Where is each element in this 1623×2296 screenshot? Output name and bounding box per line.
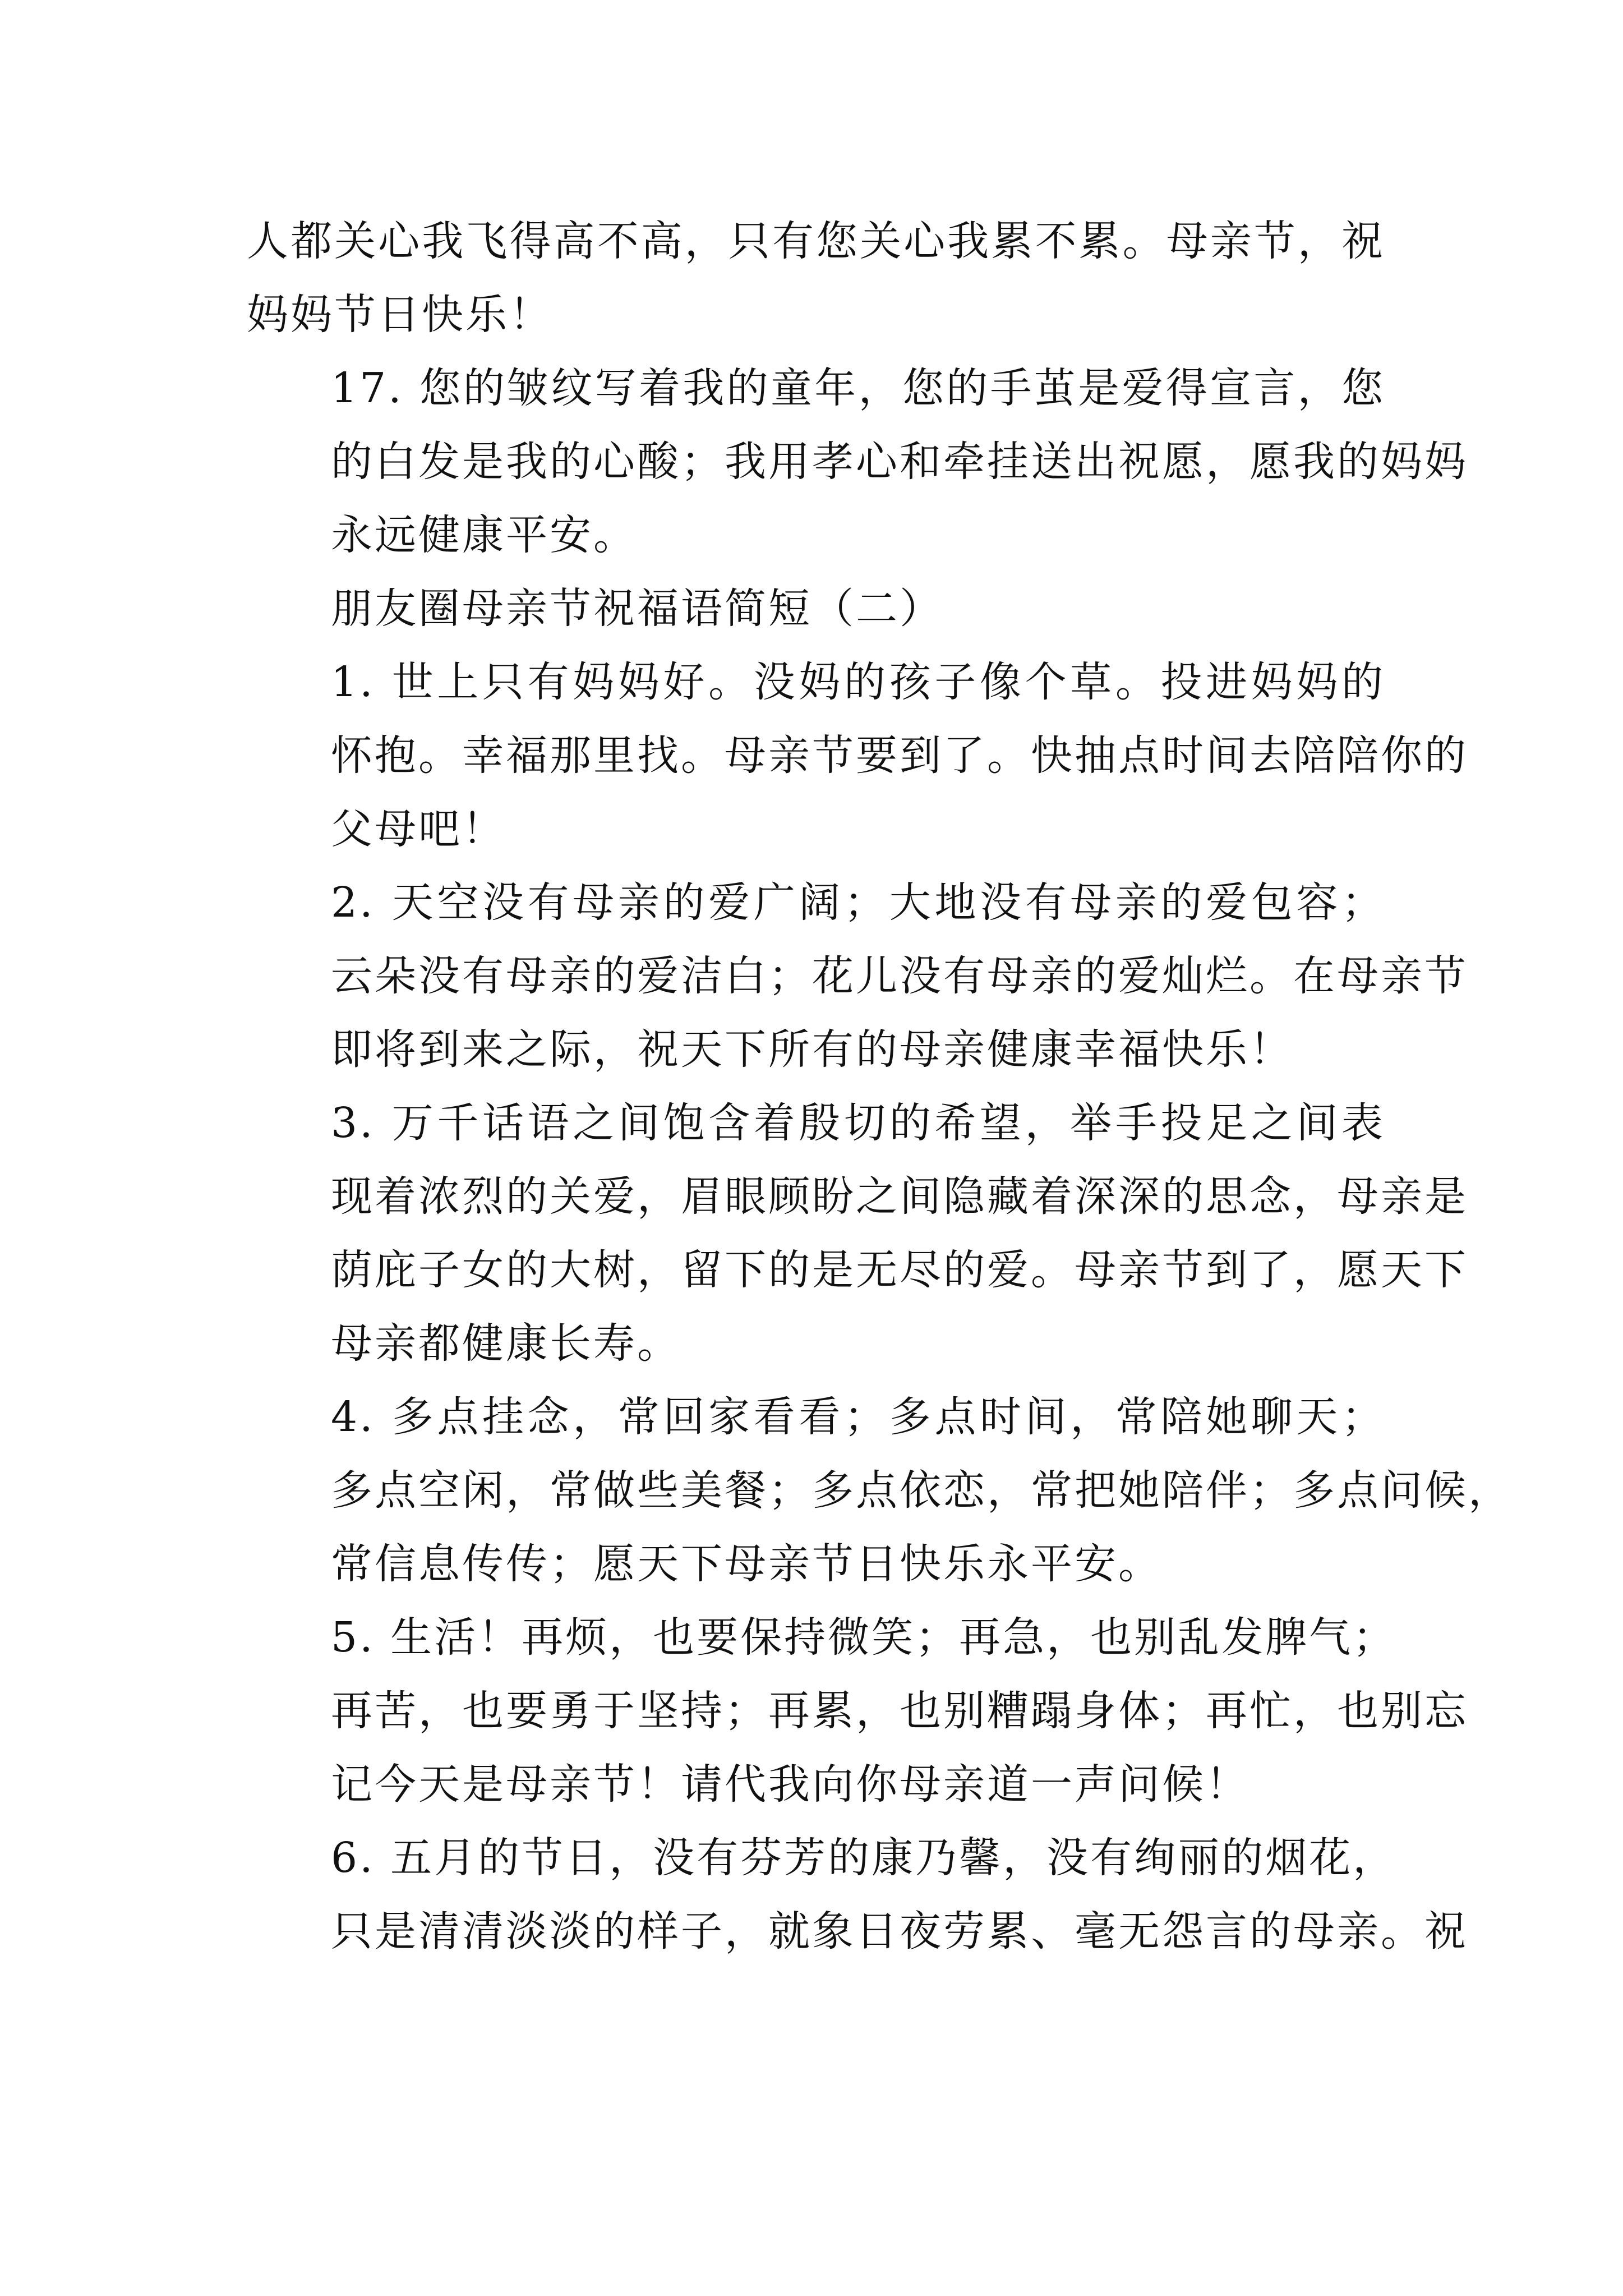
text-line: 云朵没有母亲的爱洁白；花儿没有母亲的爱灿烂。在母亲节 bbox=[331, 952, 1468, 1000]
document-body bbox=[247, 205, 1512, 1968]
text-line: 人都关心我飞得高不高，只有您关心我累不累。母亲节，祝 bbox=[247, 217, 1385, 265]
text-line: 母亲都健康长寿。 bbox=[331, 1319, 681, 1368]
text-line: 4. 多点挂念，常回家看看；多点时间，常陪她聊天； bbox=[331, 1393, 1385, 1441]
paragraph-item-2 bbox=[247, 866, 1468, 1087]
text-line: 父母吧！ bbox=[331, 805, 506, 853]
text-line: 永远健康平安。 bbox=[331, 511, 637, 559]
text-line: 17. 您的皱纹写着我的童年，您的手茧是爱得宣言，您 bbox=[331, 364, 1385, 412]
text-line: 记今天是母亲节！请代我向你母亲道一声问候！ bbox=[331, 1760, 1249, 1809]
heading-text: 朋友圈母亲节祝福语简短（二） bbox=[331, 585, 943, 633]
text-line: 即将到来之际，祝天下所有的母亲健康幸福快乐！ bbox=[331, 1025, 1293, 1074]
text-line: 多点空闲，常做些美餐；多点依恋，常把她陪伴；多点问候， bbox=[331, 1466, 1512, 1515]
section-heading bbox=[247, 572, 1385, 646]
text-line: 5. 生活！再烦，也要保持微笑；再急，也别乱发脾气； bbox=[331, 1613, 1397, 1662]
paragraph-item-6 bbox=[247, 1821, 1468, 1968]
paragraph-continuation bbox=[247, 205, 1385, 352]
paragraph-item-5 bbox=[247, 1601, 1468, 1821]
text-line: 6. 五月的节日，没有芬芳的康乃馨，没有绚丽的烟花， bbox=[331, 1834, 1397, 1882]
text-line: 怀抱。幸福那里找。母亲节要到了。快抽点时间去陪陪你的 bbox=[331, 731, 1468, 780]
text-line: 1. 世上只有妈妈好。没妈的孩子像个草。投进妈妈的 bbox=[331, 658, 1385, 706]
paragraph-item-4 bbox=[247, 1381, 1512, 1601]
text-line: 常信息传传；愿天下母亲节日快乐永平安。 bbox=[331, 1540, 1162, 1588]
paragraph-item-1 bbox=[247, 646, 1468, 866]
text-line: 妈妈节日快乐！ bbox=[247, 291, 553, 339]
paragraph-item-3 bbox=[247, 1087, 1468, 1381]
text-line: 再苦，也要勇于坚持；再累，也别糟蹋身体；再忙，也别忘 bbox=[331, 1687, 1468, 1735]
text-line: 的白发是我的心酸；我用孝心和牵挂送出祝愿，愿我的妈妈 bbox=[331, 438, 1468, 486]
text-line: 荫庇子女的大树，留下的是无尽的爱。母亲节到了，愿天下 bbox=[331, 1246, 1468, 1294]
text-line: 只是清清淡淡的样子，就象日夜劳累、毫无怨言的母亲。祝 bbox=[331, 1907, 1468, 1955]
text-line: 现着浓烈的关爱，眉眼顾盼之间隐藏着深深的思念，母亲是 bbox=[331, 1172, 1468, 1221]
text-line: 3. 万千话语之间饱含着殷切的希望，举手投足之间表 bbox=[331, 1099, 1385, 1147]
text-line: 2. 天空没有母亲的爱广阔；大地没有母亲的爱包容； bbox=[331, 878, 1385, 927]
paragraph-item-17 bbox=[247, 352, 1468, 572]
